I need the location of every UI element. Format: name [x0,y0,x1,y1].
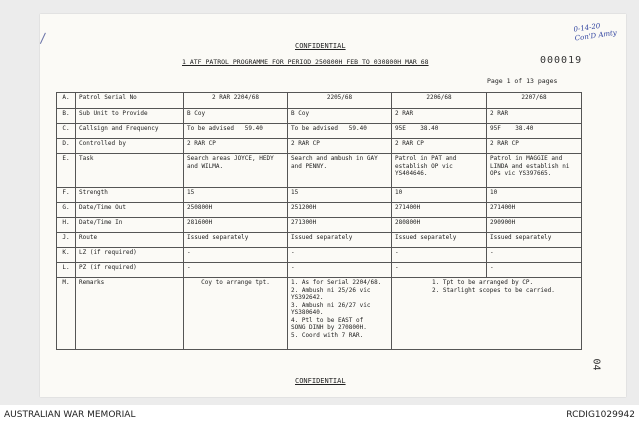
table-cell: Patrol in PAT and establish OP vic YS404646. [392,154,487,188]
table-cell: 250800H [184,203,288,218]
table-row [57,233,582,248]
remarks-col1: Coy to arrange tpt. [184,278,288,350]
side-page-number: 04 [590,358,602,371]
remarks-col34 [392,278,582,350]
table-cell: 281600H [184,218,288,233]
row-label: Callsign and Frequency [76,124,184,139]
list-item: 2. Ambush ni 25/26 vic YS392642. [291,286,371,301]
table-cell: Issued separately [392,233,487,248]
row-letter: M. [57,278,76,350]
row-letter: B. [57,109,76,124]
table-row [57,203,582,218]
table-row [57,263,582,278]
table-cell: 95F 38.40 [487,124,582,139]
table-cell: - [184,263,288,278]
list-item: 2. Starlight scopes to be carried. [432,286,555,294]
document-page [40,14,626,397]
table-cell: 280800H [392,218,487,233]
programme-title: 1 ATF PATROL PROGRAMME FOR PERIOD 250800H FEB TO 030800H MAR 68 [182,58,429,66]
table-cell: 15 [184,188,288,203]
row-label: Route [76,233,184,248]
table-cell: 2 RAR [487,109,582,124]
row-letter: G. [57,203,76,218]
table-cell: 2 RAR 2204/68 [184,93,288,109]
table-cell: B Coy [288,109,392,124]
table-cell: - [184,248,288,263]
row-letter: D. [57,139,76,154]
table-cell: Search areas JOYCE, HEDY and WILMA. [184,154,288,188]
remarks-list [432,279,578,294]
table-cell: 251200H [288,203,392,218]
table-cell: Patrol in MAGGIE and LINDA and establish ni OPs vic YS397665. [487,154,582,188]
row-label: LZ (if required) [76,248,184,263]
table-cell: 2 RAR CP [392,139,487,154]
table-cell: 2 RAR CP [487,139,582,154]
table-cell: 2 RAR CP [288,139,392,154]
table-cell: - [392,263,487,278]
patrol-programme-table [56,92,582,350]
row-label: Remarks [76,278,184,350]
table-cell: 2205/68 [288,93,392,109]
table-row [57,188,582,203]
table-cell: - [487,263,582,278]
table-cell: - [288,248,392,263]
row-letter: E. [57,154,76,188]
table-row [57,139,582,154]
table-cell: Search and ambush in GAY and PENNY. [288,154,392,188]
row-label: Sub Unit to Provide [76,109,184,124]
table-row [57,93,582,109]
table-row [57,154,582,188]
table-cell: Issued separately [288,233,392,248]
table-row [57,218,582,233]
table-row [57,248,582,263]
row-label: Date/Time In [76,218,184,233]
list-item: 3. Ambush ni 26/27 vic YS380640. [291,301,371,316]
row-letter: J. [57,233,76,248]
row-label: Strength [76,188,184,203]
row-letter: K. [57,248,76,263]
table-cell: 271400H [487,203,582,218]
remarks-list [291,279,388,339]
table-cell: - [487,248,582,263]
table-cell: 271300H [288,218,392,233]
table-row [57,109,582,124]
archive-reference: RCDIG1029942 [566,410,635,420]
table-cell: To be advised 59.40 [184,124,288,139]
list-item: 5. Coord with 7 RAR. [291,331,364,339]
table-cell: To be advised 59.40 [288,124,392,139]
table-cell: 2207/68 [487,93,582,109]
table-cell: 10 [487,188,582,203]
row-label: Task [76,154,184,188]
pen-mark [40,33,53,48]
classification-top: CONFIDENTIAL [295,42,346,50]
list-item: 4. Ptl to be EAST of SONG DINH by 270800H. [291,316,367,331]
table-cell: - [288,263,392,278]
list-item: 1. As for Serial 2204/68. [291,279,382,286]
classification-bottom: CONFIDENTIAL [295,377,346,385]
row-letter: A. [57,93,76,109]
handwritten-note: 0-14-20 Con'D Amty [573,21,618,43]
table-cell: 290900H [487,218,582,233]
row-label: Patrol Serial No [76,93,184,109]
row-letter: C. [57,124,76,139]
table-cell: 2 RAR CP [184,139,288,154]
row-label: Controlled by [76,139,184,154]
archive-name: AUSTRALIAN WAR MEMORIAL [4,410,136,420]
table-cell: 15 [288,188,392,203]
row-label: PZ (if required) [76,263,184,278]
table-row [57,124,582,139]
row-label: Date/Time Out [76,203,184,218]
table-cell: Issued separately [487,233,582,248]
table-cell: 2 RAR [392,109,487,124]
row-letter: H. [57,218,76,233]
list-item: 1. Tpt to be arranged by CP. [432,279,534,286]
remarks-col2 [288,278,392,350]
table-cell: 271400H [392,203,487,218]
table-cell: B Coy [184,109,288,124]
table-cell: Issued separately [184,233,288,248]
table-cell: - [392,248,487,263]
row-letter: F. [57,188,76,203]
table-cell: 95E 38.40 [392,124,487,139]
page-indicator: Page 1 of 13 pages [487,77,558,85]
table-cell: 2206/68 [392,93,487,109]
row-letter: L. [57,263,76,278]
table-cell: 10 [392,188,487,203]
table-row-remarks [57,278,582,350]
document-number: 000019 [540,55,583,66]
